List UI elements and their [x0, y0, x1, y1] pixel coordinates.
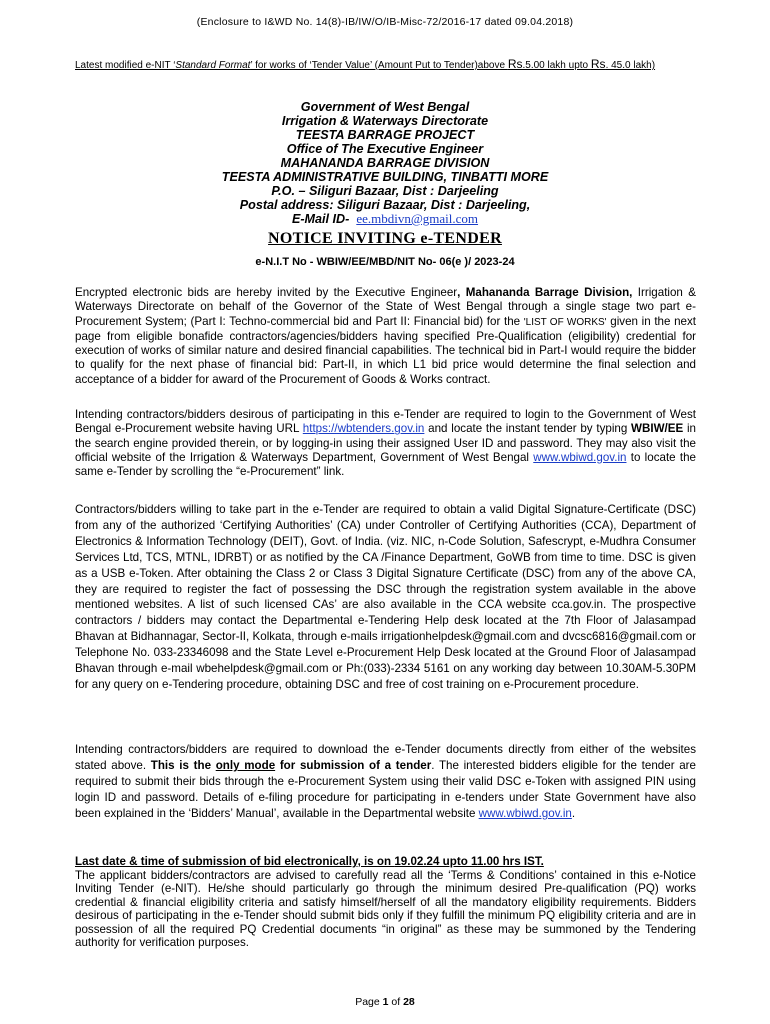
terms-paragraph: The applicant bidders/contractors are advised to carefully read all the ‘Terms & Conditions’ contained in this e-Notice Inviting Tender (e-NIT). He/she should particularly go through the minimum desired Pre-qualification (PQ) works credential & financial eligibility criteria and satisfy himself/herself of all the mandatory eligibility requirements. Bidders desirous of participating in the e-Tender should submit bids only if they fulfill the minimum PQ eligibility criteria and are in possession of all the required PQ Credential documents “in original” as these may be summoned by the Tendering authority for verification purposes.	[75, 869, 696, 950]
address-line: Irrigation & Waterways Directorate	[281, 114, 489, 128]
email-label: E-Mail ID-	[291, 212, 350, 226]
wbiwd-link[interactable]: www.wbiwd.gov.in	[478, 807, 572, 820]
submission-deadline: Last date & time of submission of bid electronically, is on 19.02.24 upto 11.00 hrs IST.	[75, 855, 544, 868]
login-paragraph: Intending contractors/bidders desirous of participating in this e-Tender are required to login to the Government of West Bengal e-Procurement website having URL https://wbtenders.gov.in and locate the instant tender by typing WBIW/EE in the search engine provided therein, or by logging-in using their assigned User ID and password. They may also visit the official website of the Irrigation & Waterways Department, Government of West Bengal www.wbiwd.gov.in to locate the same e-Tender by scrolling the “e-Procurement” link.	[75, 408, 697, 479]
email-link[interactable]: ee.mbdivn@gmail.com	[356, 211, 479, 226]
address-line: TEESTA BARRAGE PROJECT	[295, 128, 475, 142]
address-line: TEESTA ADMINISTRATIVE BUILDING, TINBATTI MORE	[221, 170, 549, 184]
enclosure-reference: (Enclosure to I&WD No. 14(8)-IB/IW/O/IB-Misc-72/2016-17 dated 09.04.2018)	[196, 16, 574, 28]
nit-number: e-N.I.T No - WBIW/EE/MBD/NIT No- 06(e )/ 2023-24	[255, 256, 515, 268]
address-line: P.O. – Siliguri Bazaar, Dist : Darjeeling	[271, 184, 499, 198]
wbtenders-link[interactable]: https://wbtenders.gov.in	[302, 422, 425, 436]
notice-title: NOTICE INVITING e-TENDER	[268, 230, 502, 247]
address-line: MAHANANDA BARRAGE DIVISION	[280, 156, 490, 170]
modified-format-note: Latest modified e-NIT ‘Standard Format’ for works of ‘Tender Value’ (Amount Put to Tender)above Rs.5.00 lakh upto Rs. 45.0 lakh)	[75, 57, 656, 71]
office-address-block	[0, 100, 770, 226]
address-line: Government of West Bengal	[300, 100, 470, 114]
intro-paragraph: Encrypted electronic bids are hereby invited by the Executive Engineer, Mahananda Barrage Division, Irrigation & Waterways Directorate on behalf of the Governor of the State of West Bengal through a single stage two part e-Procurement System; (Part I: Techno-commercial bid and Part II: Financial bid) for the 'LIST OF WORKS' given in the next page from eligible bonafide contractors/agencies/bidders having specified Pre-Qualification (eligibility) credential for execution of works of similar nature and desired financial capabilities. The technical bid in Part-I would require the bidder to qualify for the next phase of financial bid: Part-II, in which L1 bid price would determine the final selection and acceptance of a bidder for award of the Procurement of Goods & Works contract.	[75, 286, 697, 386]
email-line	[0, 212, 770, 226]
dsc-paragraph: Contractors/bidders willing to take part in the e-Tender are required to obtain a valid Digital Signature-Certificate (DSC) from any of the authorized ‘Certifying Authorities’ (CA) under Controller of Certifying Authorities (CCA), Department of Electronics & Information Technology (DEIT), Govt. of India. (viz. NIC, n-Code Solution, Safescrypt, e-Mudhra Consumer Services Ltd, TCS, MTNL, IDRBT) or as notified by the CA /Finance Department, GoWB from time to time. DSC is given as a USB e-Token. After obtaining the Class 2 or Class 3 Digital Signature Certificate (DSC) from any of the above CA, they are required to register the fact of possessing the DSC through the registration system available in the above mentioned websites. A list of such licensed CAs’ are also available in the CCA website cca.gov.in. The prospective contractors / bidders may contact the Departmental e-Tendering Help desk located at the 7th Floor of Jalasampad Bhavan at Bidhannagar, Sector-II, Kolkata, through e-mails irrigationhelpdesk@gmail.com and dvcsc6816@gmail.com or Telephone No. 033-23346098 and the State Level e-Procurement Help Desk located at the Ground Floor of Jalasampad Bhavan through e-mail wbehelpdesk@gmail.com or Ph:(033)-2334 5161 on any working day between 10.30AM-5.30PM for any query on e-Tendering procedure, obtaining DSC and free of cost training on e-Procurement procedure.	[75, 503, 696, 691]
wbiwd-link[interactable]: www.wbiwd.gov.in	[533, 450, 627, 464]
deadline-value: 19.02.24 upto 11.00 hrs IST.	[394, 855, 544, 868]
download-paragraph: Intending contractors/bidders are required to download the e-Tender documents directly from either of the websites stated above. This is the only mode for submission of a tender. The interested bidders eligible for the tender are required to submit their bids through the e-Procurement System using their valid DSC e-Token with assigned PIN using login ID and password. Details of e-filing procedure for participating in e-tenders under State Government have also been explained in the ‘Bidders’ Manual’, available in the Departmental website www.wbiwd.gov.in.	[75, 743, 696, 820]
page-number: Page 1 of 28	[355, 996, 415, 1008]
address-line: Postal address: Siliguri Bazaar, Dist : Darjeeling,	[239, 198, 531, 212]
address-line: Office of The Executive Engineer	[286, 142, 484, 156]
